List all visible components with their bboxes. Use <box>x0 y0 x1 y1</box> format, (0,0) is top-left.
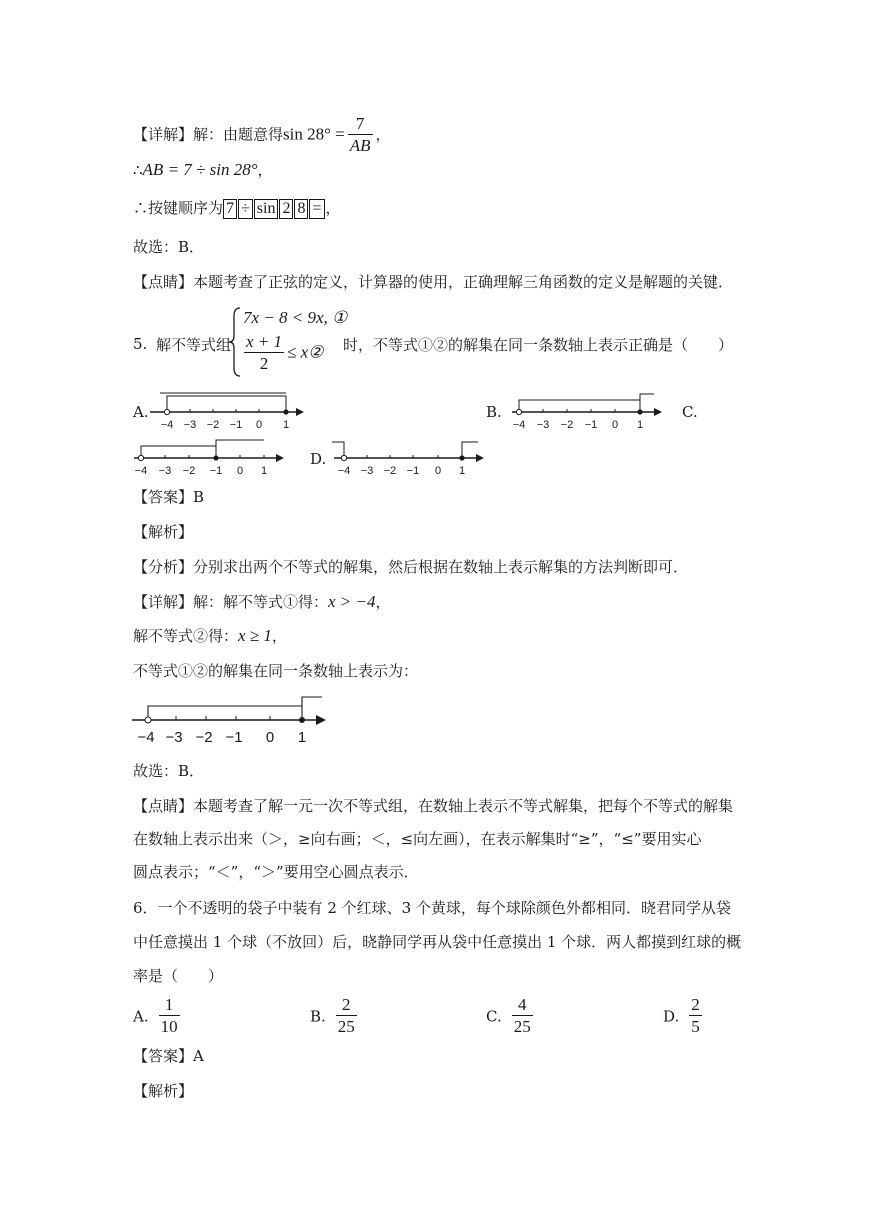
option-a-label: A. <box>133 403 149 421</box>
answer-6: 【答案】A <box>133 1047 204 1065</box>
option-b-label: B. <box>486 403 502 421</box>
number-line-b <box>508 392 668 432</box>
solution-number-line <box>128 692 338 748</box>
ab-expression: AB = 7 ÷ sin 28° <box>142 160 258 179</box>
key-8: 8 <box>294 199 308 219</box>
key-sequence-line: ∴按键顺序为 7 ÷ sin 2 8 = ， <box>133 199 341 217</box>
sin-expression: sin 28° = <box>283 124 345 144</box>
svg-text:1: 1 <box>297 729 307 746</box>
detail-5-b: 解不等式②得：x ≥ 1， <box>133 626 287 645</box>
svg-text:−4: −4 <box>512 419 526 431</box>
fraction-7-over-ab: $\frac{7}{AB}$ <box>349 114 371 155</box>
svg-text:0: 0 <box>611 419 619 431</box>
svg-text:−4: −4 <box>134 465 148 477</box>
q6-option-c: C. $\frac{4}{25}$ <box>486 995 531 1036</box>
detail-5-a: 【详解】解：解不等式①得：x > −4， <box>133 592 391 611</box>
svg-text:−3: −3 <box>536 419 550 431</box>
svg-text:0: 0 <box>255 419 263 431</box>
inequality-2-fraction: $\frac{x + 1}{2}$ <box>246 332 283 373</box>
detail-label: 【详解】解：由题意得 <box>133 125 284 144</box>
svg-text:−3: −3 <box>183 419 197 431</box>
svg-text:−1: −1 <box>406 465 420 477</box>
q6-option-a: A. $\frac{1}{10}$ <box>133 995 178 1036</box>
analysis-title-6: 【解析】 <box>133 1082 194 1100</box>
svg-text:−2: −2 <box>206 419 220 431</box>
svg-text:0: 0 <box>265 729 275 746</box>
therefore-line-1: ∴AB = 7 ÷ sin 28°， <box>133 160 273 179</box>
svg-text:−1: −1 <box>225 729 243 746</box>
q6-option-b: B. $\frac{2}{25}$ <box>310 995 355 1036</box>
key-equals: = <box>309 199 324 219</box>
svg-text:−1: −1 <box>584 419 598 431</box>
svg-text:−4: −4 <box>160 419 174 431</box>
answer-5: 【答案】B <box>133 488 205 506</box>
comment-1: 【点睛】本题考查了正弦的定义，计算器的使用，正确理解三角函数的定义是解题的关键． <box>133 273 734 291</box>
choose-5: 故选：B． <box>133 762 205 780</box>
svg-text:1: 1 <box>458 465 466 477</box>
comment-5-line-3: 圆点表示；“＜”，“＞”要用空心圆点表示． <box>133 863 419 881</box>
inequality-2: $\frac{x + 1}{2}$ ≤ x② <box>246 332 324 373</box>
svg-text:0: 0 <box>434 465 442 477</box>
analysis-title-5: 【解析】 <box>133 523 194 541</box>
inequality-1: 7x − 8 < 9x, ① <box>243 308 348 327</box>
q5-number: 5. <box>133 335 148 353</box>
q6-line-1: 6．一个不透明的袋子中装有 2 个红球、3 个黄球，每个球除颜色外都相同．晓君同学从袋 <box>133 899 731 917</box>
q5-stem: 解不等式组 <box>156 336 232 354</box>
q6-line-3: 率是（ ） <box>133 967 224 985</box>
svg-text:−2: −2 <box>560 419 574 431</box>
svg-text:1: 1 <box>636 419 644 431</box>
detail-line-1: 【详解】解：由题意得sin 28° = $\frac{7}{AB}$ ， <box>133 114 391 155</box>
analysis-5: 【分析】分别求出两个不等式的解集，然后根据在数轴上表示解集的方法判断即可． <box>133 558 689 576</box>
q5-rest: 时，不等式①②的解集在同一条数轴上表示正确是（ ） <box>343 336 734 354</box>
choose-1: 故选：B． <box>133 238 205 256</box>
svg-text:−4: −4 <box>137 729 155 746</box>
svg-text:−2: −2 <box>182 465 196 477</box>
q6-option-d: D. $\frac{2}{5}$ <box>663 995 700 1036</box>
number-line-d <box>330 436 490 478</box>
option-d-label: D. <box>310 450 327 468</box>
key-sin: sin <box>254 199 279 219</box>
key-7: 7 <box>223 199 237 219</box>
key-divide: ÷ <box>238 199 253 219</box>
detail-5-c: 不等式①②的解集在同一条数轴上表示为： <box>133 662 419 680</box>
svg-text:−3: −3 <box>158 465 172 477</box>
q6-line-2: 中任意摸出 1 个球（不放回）后，晓静同学再从袋中任意摸出 1 个球．两人都摸到红球的概 <box>133 933 742 951</box>
number-line-c <box>130 436 290 478</box>
svg-text:−2: −2 <box>195 729 213 746</box>
system-brace <box>228 306 242 378</box>
svg-text:1: 1 <box>282 419 290 431</box>
svg-text:0: 0 <box>236 465 244 477</box>
svg-text:−4: −4 <box>337 465 351 477</box>
svg-text:−1: −1 <box>229 419 243 431</box>
comment-5-line-2: 在数轴上表示出来（＞，≥向右画；＜，≤向左画），在表示解集时“≥”，“≤”要用实心 <box>133 830 702 848</box>
option-c-label: C. <box>682 403 698 421</box>
svg-text:−2: −2 <box>383 465 397 477</box>
svg-text:1: 1 <box>260 465 268 477</box>
svg-text:−3: −3 <box>360 465 374 477</box>
key-2: 2 <box>279 199 293 219</box>
comment-5-line-1: 【点睛】本题考查了解一元一次不等式组，在数轴上表示不等式解集，把每个不等式的解集 <box>133 797 734 815</box>
number-line-a <box>140 392 310 432</box>
svg-text:−1: −1 <box>209 465 223 477</box>
svg-text:−3: −3 <box>165 729 183 746</box>
